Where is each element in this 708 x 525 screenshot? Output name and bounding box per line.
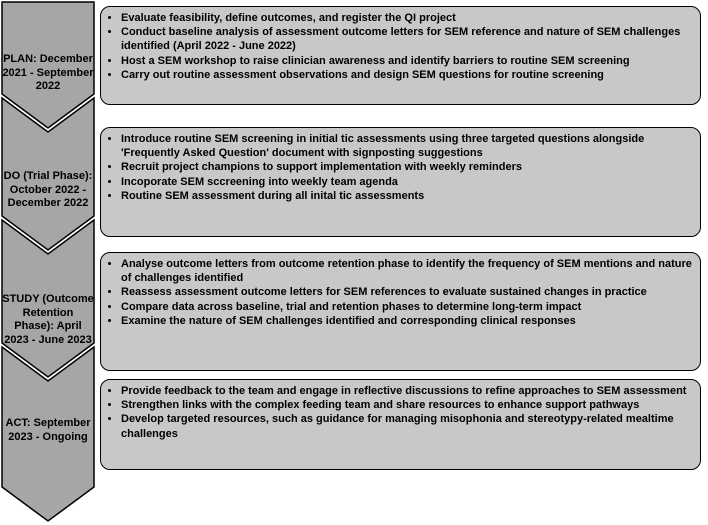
- bullet-item: • Incoporate SEM sccreening into weekly team agenda: [121, 175, 694, 189]
- bullet-item: • Recruit project champions to support implementation with weekly reminders: [121, 160, 694, 174]
- phase-bullet-list: [105, 132, 694, 203]
- bullet-item: • Examine the nature of SEM challenges identified and corresponding clinical responses: [121, 314, 694, 328]
- phase-label-act: ACT: September 2023 - Ongoing: [5, 417, 91, 443]
- bullet-item: • Evaluate feasibility, define outcomes, and register the QI project: [121, 11, 694, 25]
- phase-bullet-list: [105, 384, 694, 441]
- bullet-item: • Provide feedback to the team and engage in reflective discussions to refine approaches to SEM assessment: [121, 384, 694, 398]
- phase-label-do: DO (Trial Phase): October 2022 - December 2022: [3, 170, 93, 209]
- bullet-item: • Reassess assessment outcome letters for SEM references to evaluate sustained changes in practice: [121, 285, 694, 299]
- phase-bullet-list: [105, 11, 694, 82]
- bullet-item: • Strengthen links with the complex feeding team and share resources to enhance support pathways: [121, 398, 694, 412]
- bullet-item: • Conduct baseline analysis of assessment outcome letters for SEM reference and nature of SEM challenges identified (April 2022 - June 2022): [121, 25, 694, 53]
- phase-box-act: [100, 379, 701, 470]
- bullet-item: • Compare data across baseline, trial and retention phases to determine long-term impact: [121, 300, 694, 314]
- bullet-item: • Carry out routine assessment observations and design SEM questions for routine screening: [121, 68, 694, 82]
- bullet-item: • Introduce routine SEM screening in initial tic assessments using three targeted questions alongside 'Frequently Asked Question' document with signposting suggestions: [121, 132, 694, 160]
- bullet-item: • Host a SEM workshop to raise clinician awareness and identify barriers to routine SEM screening: [121, 54, 694, 68]
- bullet-item: • Routine SEM assessment during all inital tic assessments: [121, 189, 694, 203]
- phase-box-study: [100, 252, 701, 371]
- bullet-item: • Analyse outcome letters from outcome retention phase to identify the frequency of SEM mentions and nature of challenges identified: [121, 257, 694, 285]
- phase-label-study: STUDY (Outcome Retention Phase): April 2023 - June 2023: [2, 293, 94, 346]
- phase-box-plan: [100, 6, 701, 105]
- phase-bullet-list: [105, 257, 694, 328]
- phase-box-do: [100, 127, 701, 237]
- phase-label-plan: PLAN: December 2021 - September 2022: [2, 53, 94, 92]
- bullet-item: • Develop targeted resources, such as guidance for managing misophonia and stereotypy-related mealtime challenges: [121, 412, 694, 440]
